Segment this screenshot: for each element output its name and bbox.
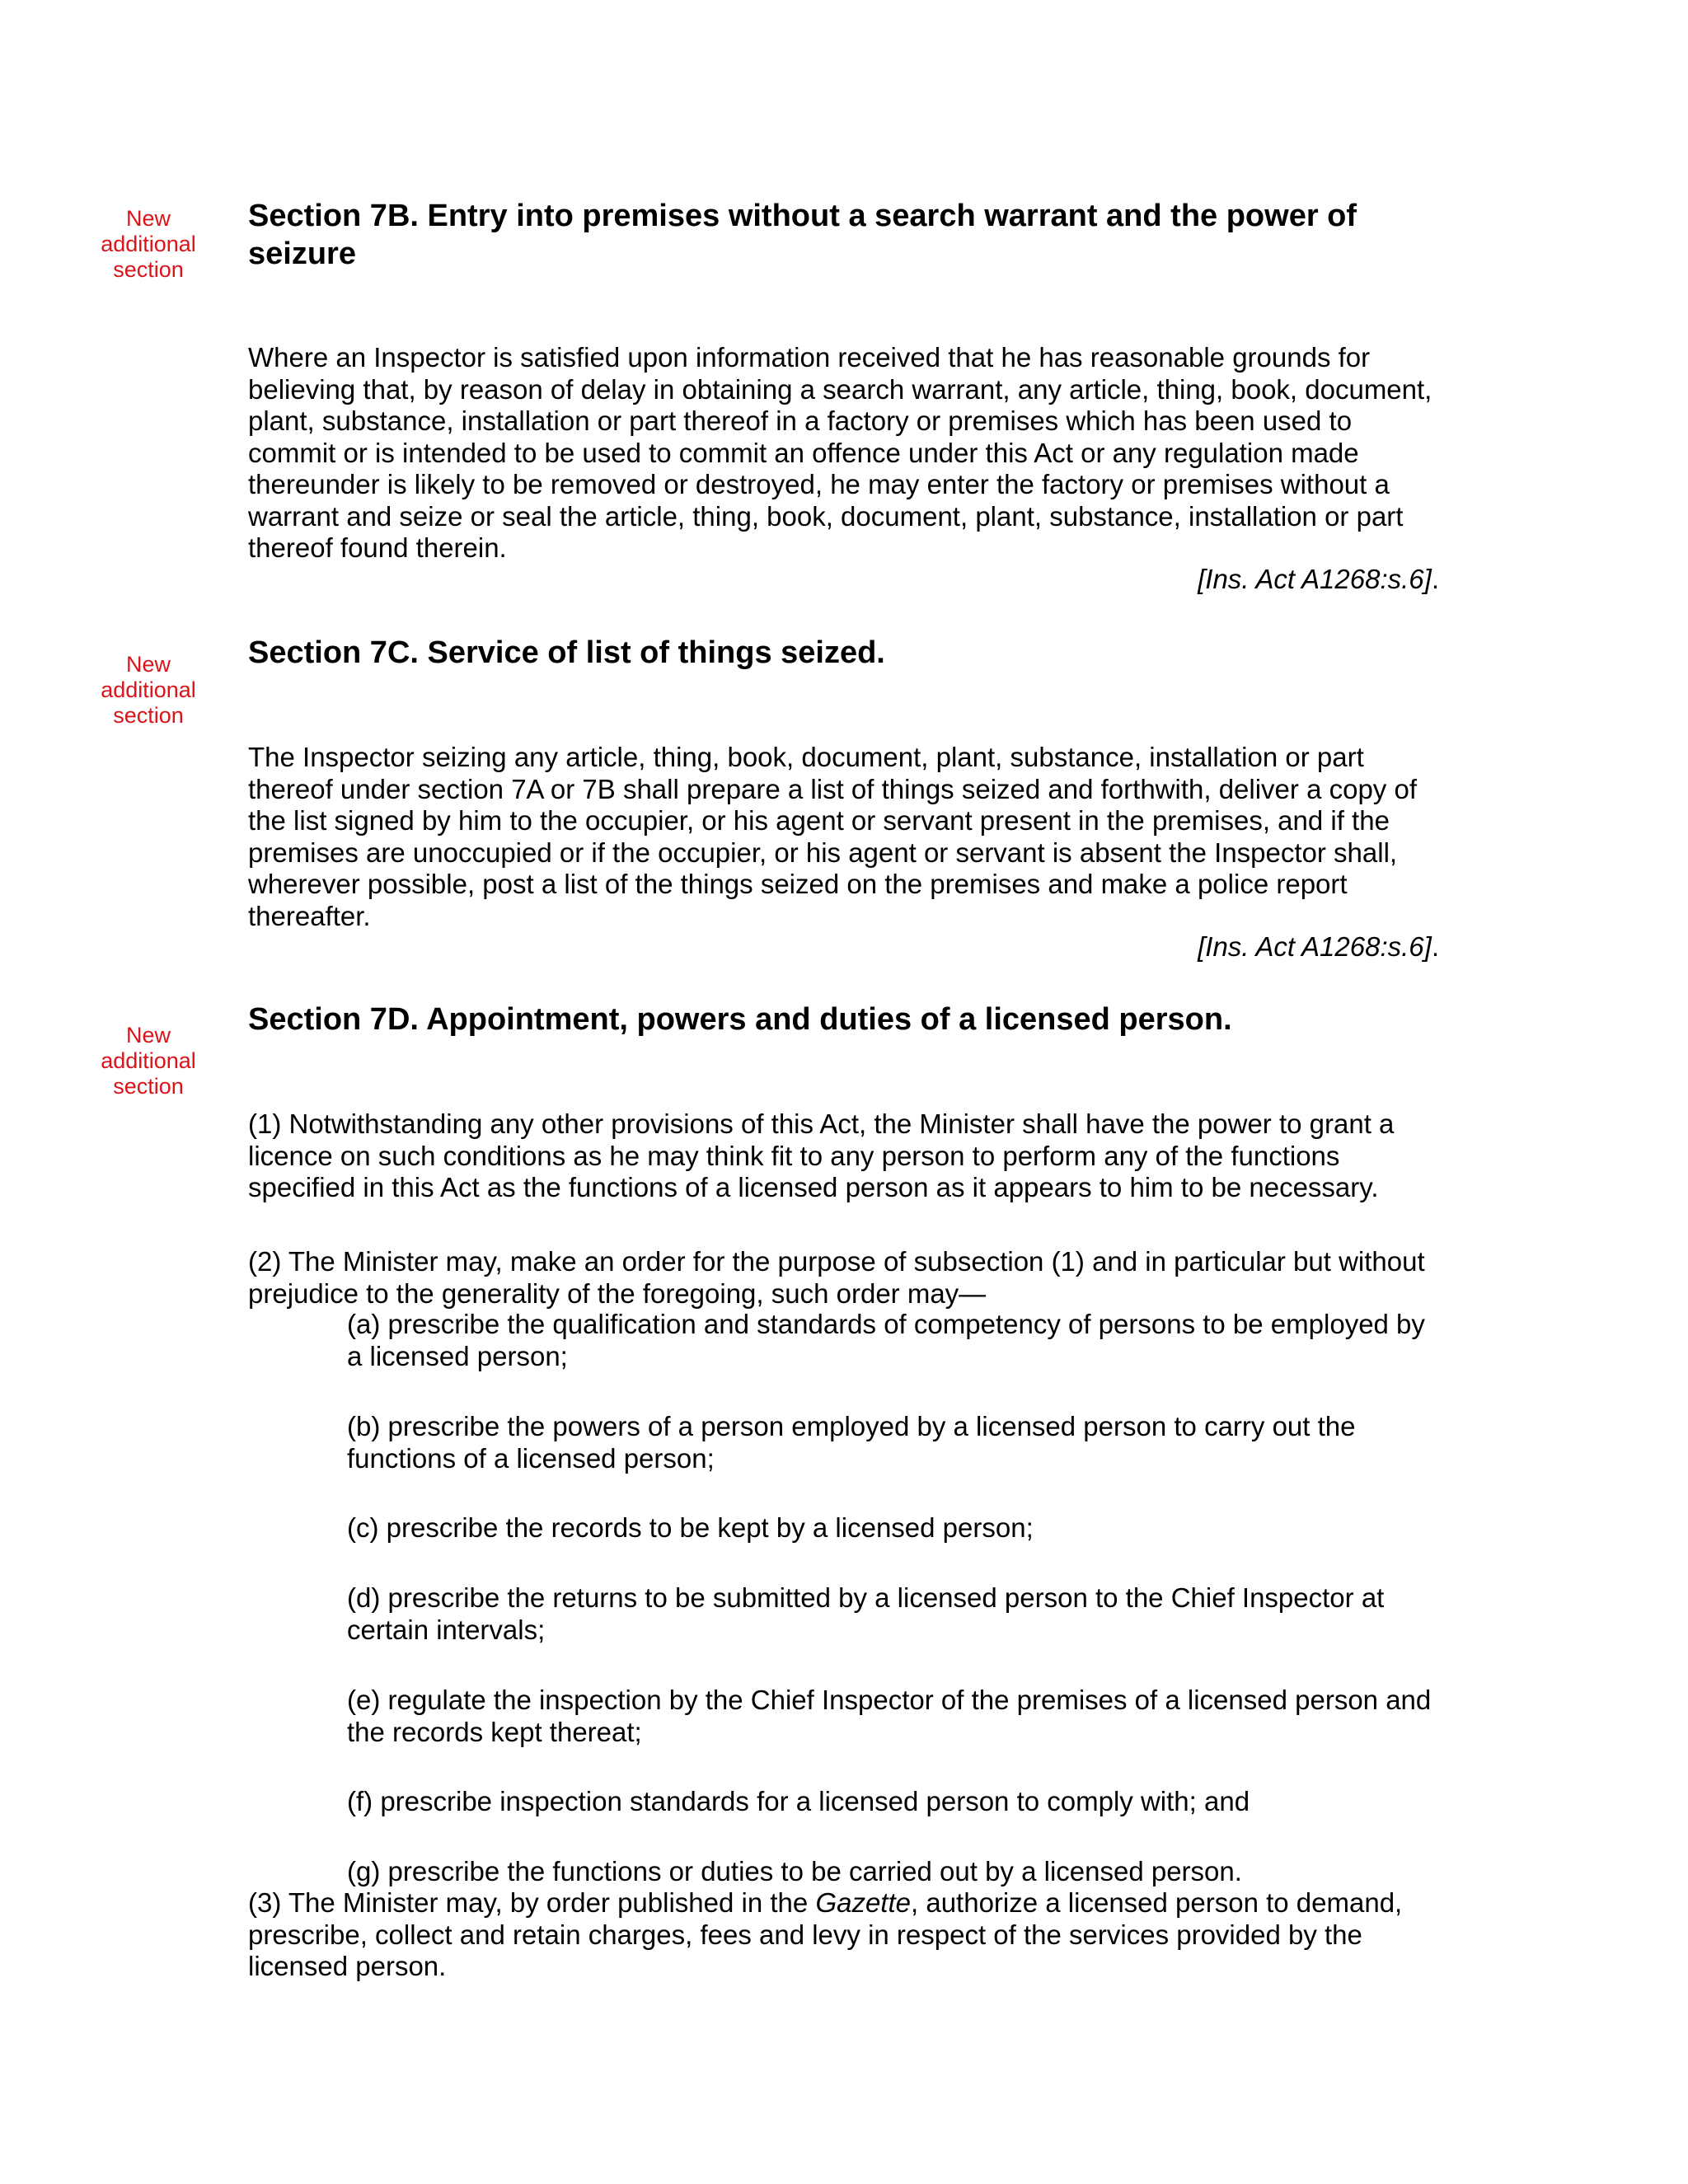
citation-end: . [1431, 931, 1439, 962]
section-7c-title: Section 7C. Service of list of things seized. [248, 635, 885, 670]
margin-note-7d [91, 1023, 206, 1099]
list-item-g: (g) prescribe the functions or duties to be carried out by a licensed person. [347, 1856, 1242, 1886]
list-item-c: (c) prescribe the records to be kept by a licensed person; [347, 1512, 1034, 1543]
margin-note-7c [91, 652, 206, 729]
section-7c-body: The Inspector seizing any article, thing, book, document, plant, substance, installation or part thereof under section 7A or 7B shall prepare a list of things seized and forthwith, deliver a copy of the list signed by him to the occupier, or his agent or servant present in the premises, and if the premises are unoccupied or if the occupier, or his agent or servant is absent the Inspector shall, wherever possible, post a list of the things seized on the premises and make a police report thereafter. [248, 742, 1417, 931]
margin-note-line: section [113, 703, 184, 728]
subsection-3-text-rest: , authorize a licensed person to demand, prescribe, collect and retain charges, fees and levy in respect of the services provided by the licensed person. [248, 1887, 1403, 1981]
margin-note-line: New [125, 652, 171, 677]
section-7c-citation [248, 931, 1439, 963]
list-item-d: (d) prescribe the returns to be submitted by a licensed person to the Chief Inspector at certain intervals; [347, 1582, 1385, 1645]
section-7d-subsection-3 [248, 1887, 1443, 1983]
section-7b-citation [248, 564, 1439, 595]
margin-note-line: additional [101, 232, 196, 256]
margin-note-line: section [113, 257, 184, 282]
margin-note-line: section [113, 1074, 184, 1099]
section-7b-body: Where an Inspector is satisfied upon information received that he has reasonable grounds for believing that, by reason of delay in obtaining a search warrant, any article, thing, book, document, plant, substance, installation or part thereof in a factory or premises which has been used to commit or is intended to be used to commit an offence under this Act or any regulation made thereunder is likely to be removed or destroyed, he may enter the factory or premises without a warrant and seize or seal the article, thing, book, document, plant, substance, installation or part thereof found therein. [248, 342, 1432, 563]
citation-text: [Ins. Act A1268:s.6] [1198, 564, 1432, 594]
citation-end: . [1431, 564, 1439, 594]
section-7d-subsection-1: (1) Notwithstanding any other provisions of this Act, the Minister shall have the power to grant a licence on such conditions as he may think fit to any person to perform any of the functions specified in this Act as the functions of a licensed person as it appears to him to be necessary. [248, 1108, 1395, 1202]
subsection-3-text: (3) The Minister may, by order published in the [248, 1887, 816, 1918]
margin-note-line: additional [101, 1048, 196, 1073]
list-item-e: (e) regulate the inspection by the Chief Inspector of the premises of a licensed person and the records kept thereat; [347, 1685, 1432, 1747]
margin-note-line: New [125, 1023, 171, 1047]
section-7d-subsection-2: (2) The Minister may, make an order for the purpose of subsection (1) and in particular but without prejudice to the generality of the foregoing, such order may— [248, 1246, 1425, 1309]
margin-note-line: New [125, 206, 171, 231]
list-item-f: (f) prescribe inspection standards for a licensed person to comply with; and [347, 1786, 1250, 1816]
list-item-b: (b) prescribe the powers of a person employed by a licensed person to carry out the functions of a licensed person; [347, 1411, 1356, 1474]
list-item-a: (a) prescribe the qualification and standards of competency of persons to be employed by a licensed person; [347, 1309, 1425, 1371]
gazette-italic: Gazette [815, 1887, 912, 1918]
section-7b-title: Section 7B. Entry into premises without a search warrant and the power of seizure [248, 199, 1357, 271]
margin-note-line: additional [101, 677, 196, 702]
citation-text: [Ins. Act A1268:s.6] [1198, 931, 1432, 962]
margin-note-7b [91, 206, 206, 283]
section-7d-title: Section 7D. Appointment, powers and duties of a licensed person. [248, 1002, 1232, 1037]
